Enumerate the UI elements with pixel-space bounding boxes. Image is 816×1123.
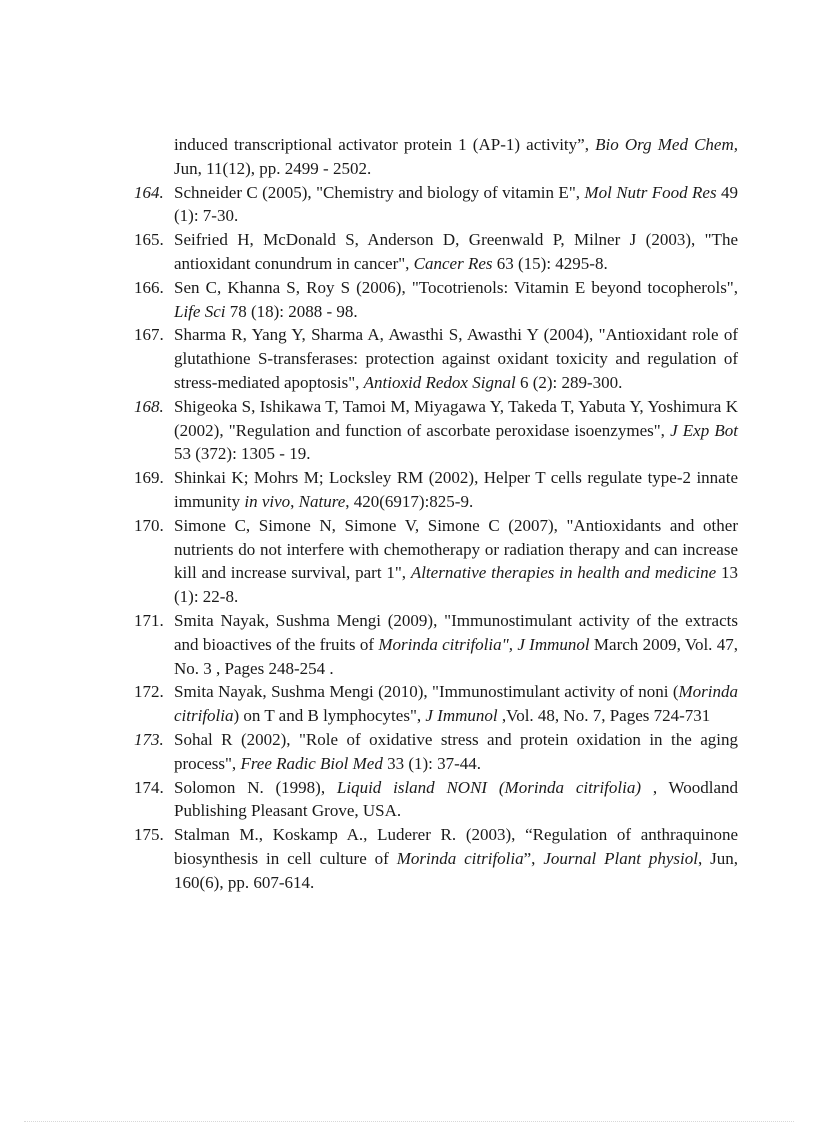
reference-number: 165.	[134, 230, 164, 250]
reference-entry	[134, 395, 738, 466]
reference-plain-text: 33 (1): 37-44.	[382, 753, 482, 773]
reference-plain-text: Schneider C (2005), "Chemistry and biology of vitamin E",	[174, 182, 585, 202]
reference-plain-text: ) on T and B lymphocytes",	[233, 706, 426, 726]
reference-number: 167.	[134, 325, 164, 345]
reference-number: 166.	[134, 277, 164, 297]
reference-plain-text: Sohal R (2002), "Role of oxidative stress and protein oxidation in the aging process",	[174, 729, 738, 773]
reference-number: 169.	[134, 468, 164, 488]
reference-plain-text: Seifried H, McDonald S, Anderson D, Greenwald P, Milner J (2003), "The antioxidant conundrum in cancer",	[174, 230, 738, 273]
reference-plain-text: ,	[290, 491, 299, 511]
reference-plain-text: March 2009, Vol. 47, No. 3 , Pages 248-254 .	[174, 634, 738, 678]
reference-text	[174, 323, 738, 394]
reference-plain-text: ,Vol. 48, No. 7, Pages 724-731	[497, 706, 711, 726]
reference-plain-text: Sen C, Khanna S, Roy S (2006), "Tocotrienols: Vitamin E beyond tocopherols",	[174, 277, 738, 297]
reference-text	[174, 395, 738, 466]
reference-plain-text: Stalman M., Koskamp A., Luderer R. (2003), “Regulation of anthraquinone biosynthesis in cell culture of	[174, 825, 738, 868]
reference-plain-text: Shigeoka S, Ishikawa T, Tamoi M, Miyagawa Y, Takeda T, Yabuta Y, Yoshimura K (2002), "Regulation and function of ascorbate peroxidase isoenzymes",	[174, 396, 738, 440]
reference-number: 173.	[134, 729, 164, 749]
reference-italic-text: J Exp Bot	[670, 420, 738, 440]
reference-text	[174, 276, 738, 324]
reference-text	[174, 728, 738, 776]
reference-italic-text: in vivo	[244, 491, 291, 511]
reference-italic-text: Free Radic Biol Med	[240, 753, 383, 773]
reference-text	[174, 514, 738, 609]
reference-entry	[134, 466, 738, 514]
reference-number: 164.	[134, 182, 164, 202]
page-bottom-divider	[24, 1121, 794, 1122]
reference-plain-text: , Jun, 160(6), pp. 607-614.	[174, 848, 738, 892]
reference-text	[174, 133, 738, 181]
reference-italic-text: Alternative therapies in health and medicine	[410, 563, 717, 583]
reference-text	[174, 181, 738, 229]
reference-italic-text: Bio Org Med Chem,	[595, 135, 738, 154]
reference-italic-text: Mol Nutr Food Res	[584, 182, 717, 202]
reference-italic-text: Journal Plant physiol	[543, 848, 698, 868]
reference-plain-text: 6 (2): 289-300.	[515, 372, 623, 392]
reference-italic-text: Antioxid Redox Signal	[363, 372, 516, 392]
reference-plain-text: Smita Nayak, Sushma Mengi (2010), "Immunostimulant activity of noni (	[174, 682, 679, 702]
reference-plain-text: , Woodland Publishing Pleasant Grove, USA.	[174, 777, 739, 821]
reference-plain-text: induced transcriptional activator protein 1 (AP-1) activity”,	[174, 135, 596, 154]
reference-entry	[134, 514, 738, 609]
reference-plain-text: ”,	[523, 848, 544, 868]
reference-italic-text: Morinda citrifolia	[396, 848, 524, 868]
reference-text	[174, 823, 738, 894]
reference-text	[174, 228, 738, 276]
reference-entry	[134, 323, 738, 394]
reference-italic-text: Nature	[298, 491, 346, 511]
reference-plain-text: 78 (18): 2088 - 98.	[225, 301, 358, 321]
reference-entry	[134, 276, 738, 324]
reference-plain-text: 63 (15): 4295-8.	[492, 253, 608, 273]
reference-plain-text: Jun, 11(12), pp. 2499 - 2502.	[174, 158, 372, 178]
reference-plain-text: Sharma R, Yang Y, Sharma A, Awasthi S, Awasthi Y (2004), "Antioxidant role of glutathione S-transferases: protection against oxidant toxicity and regulation of stress-mediated apoptosis",	[174, 325, 738, 392]
reference-italic-text: Morinda citrifolia	[174, 682, 738, 726]
reference-plain-text: 49 (1): 7-30.	[174, 182, 738, 226]
reference-italic-text: Cancer Res	[413, 253, 493, 273]
reference-number: 170.	[134, 515, 164, 535]
reference-text	[174, 609, 738, 680]
reference-plain-text: Simone C, Simone N, Simone V, Simone C (2007), "Antioxidants and other nutrients do not interfere with chemotherapy or radiation therapy and can increase kill and increase survival, part 1",	[174, 515, 738, 583]
reference-text	[174, 466, 738, 514]
reference-entry	[134, 823, 738, 894]
reference-plain-text: Solomon N. (1998),	[174, 777, 337, 797]
reference-italic-text: Life Sci	[174, 301, 226, 321]
reference-entry	[134, 680, 738, 728]
reference-entry	[134, 776, 738, 824]
reference-number: 171.	[134, 610, 164, 630]
reference-number: 168.	[134, 396, 164, 416]
reference-text	[174, 680, 738, 728]
reference-entry	[134, 181, 738, 229]
reference-number: 175.	[134, 825, 164, 845]
reference-italic-text: J Immunol	[425, 706, 498, 726]
reference-italic-text: Liquid island NONI (Morinda citrifolia)	[336, 777, 642, 797]
reference-italic-text: Morinda citrifolia", J Immunol	[378, 634, 590, 654]
reference-entry	[134, 728, 738, 776]
reference-number: 172.	[134, 682, 164, 702]
reference-plain-text: 13 (1): 22-8.	[174, 563, 739, 607]
reference-entry	[134, 609, 738, 680]
reference-plain-text: Smita Nayak, Sushma Mengi (2009), "Immunostimulant activity of the extracts and bioactives of the fruits of	[174, 610, 738, 654]
reference-plain-text: , 420(6917):825-9.	[345, 491, 474, 511]
reference-text	[174, 776, 738, 824]
reference-list	[134, 133, 738, 895]
reference-plain-text: Shinkai K; Mohrs M; Locksley RM (2002), Helper T cells regulate type-2 innate immunity	[174, 468, 738, 511]
reference-entry	[134, 228, 738, 276]
reference-plain-text: 53 (372): 1305 - 19.	[174, 444, 311, 464]
reference-number: 174.	[134, 777, 164, 797]
reference-continuation	[134, 133, 738, 181]
